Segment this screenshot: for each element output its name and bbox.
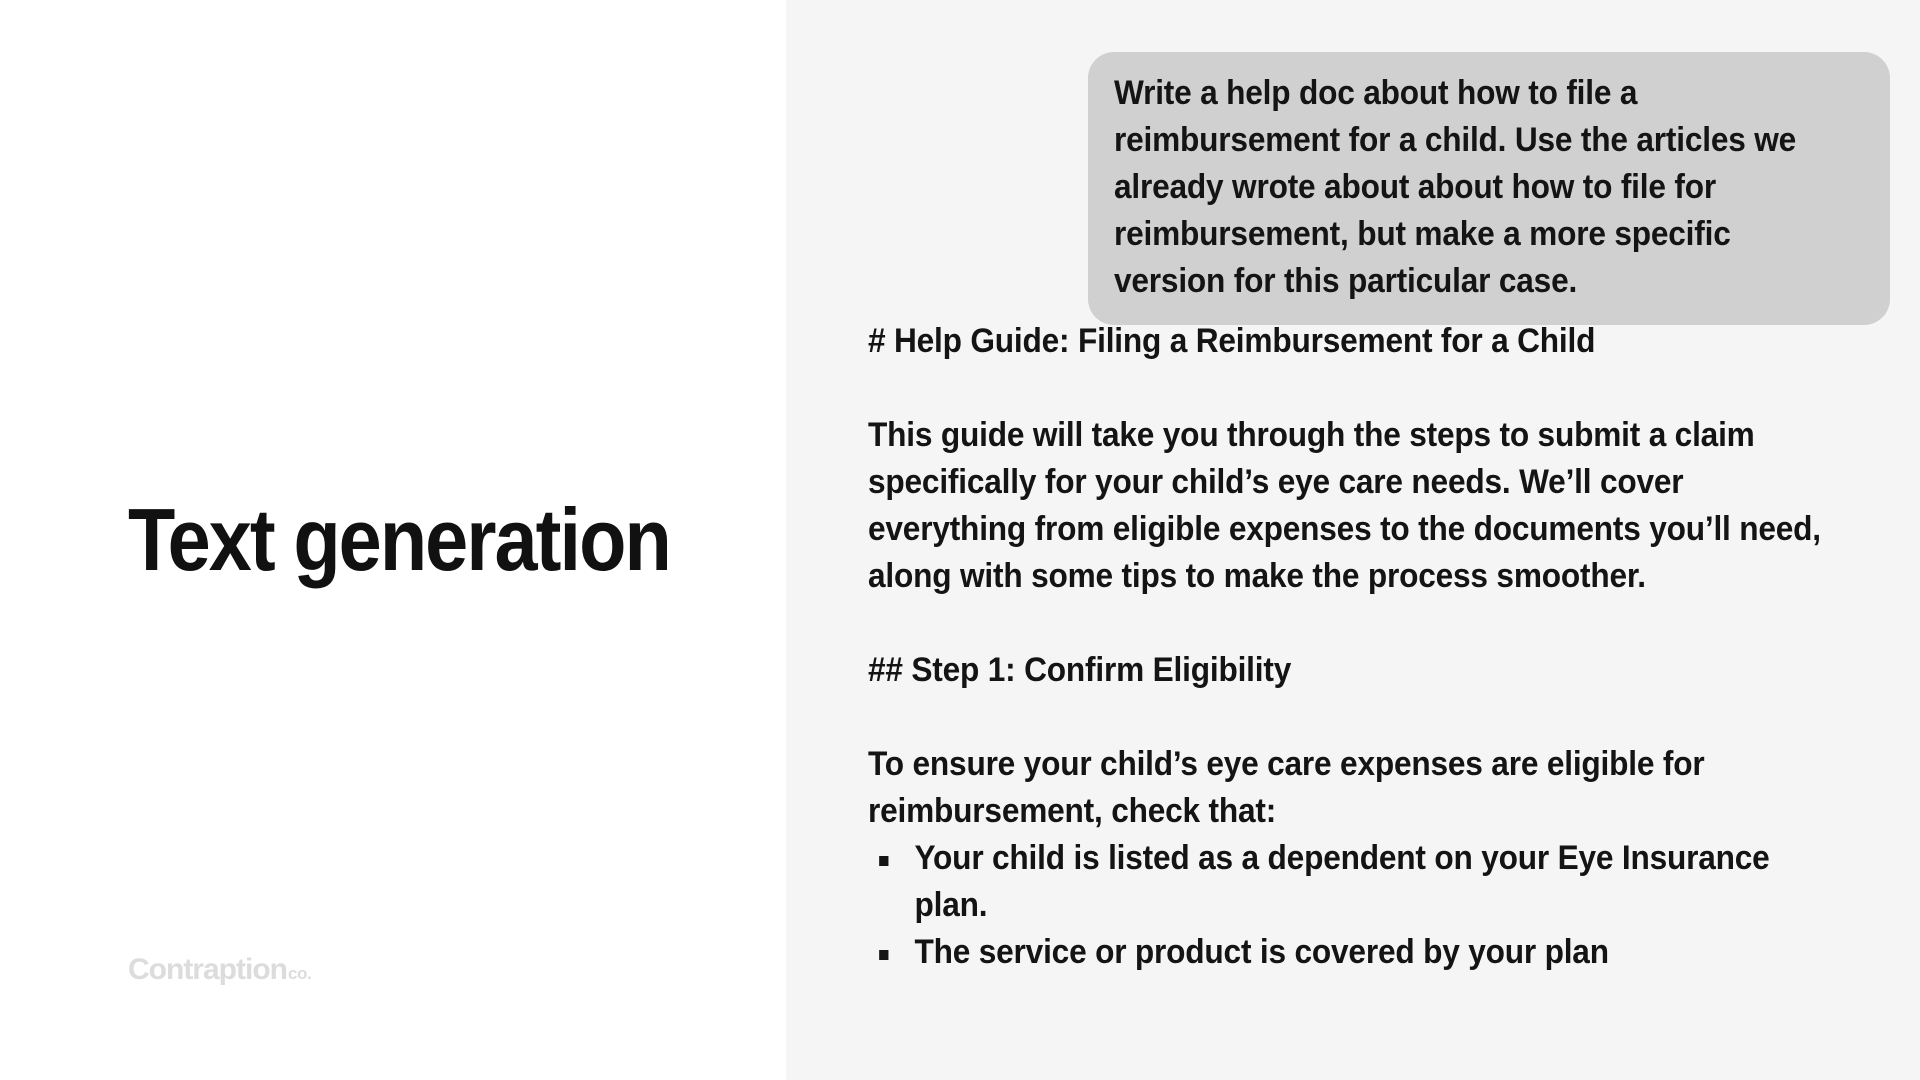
square-bullet-icon xyxy=(879,950,888,960)
response-intro-paragraph: This guide will take you through the steps to submit a claim specifically for your child’s eye care needs. We’ll cover everything from eligible expenses to the documents you’ll need, along with some tips to make the process smoother. xyxy=(868,416,1830,595)
brand-name: Contraption xyxy=(128,953,287,986)
conversation-panel xyxy=(786,0,1920,1080)
left-panel xyxy=(0,0,786,1080)
square-bullet-icon xyxy=(879,856,888,866)
list-item-label: Your child is listed as a dependent on your Eye Insurance plan. xyxy=(914,839,1770,924)
assistant-message xyxy=(868,318,1900,976)
user-message-row xyxy=(1088,52,1890,325)
spacer xyxy=(868,600,1900,647)
list-item xyxy=(868,929,1828,976)
user-message-bubble xyxy=(1088,52,1890,325)
brand-logo xyxy=(128,955,311,985)
spacer xyxy=(868,365,1900,412)
list-item xyxy=(868,835,1828,929)
response-step-intro: To ensure your child’s eye care expenses are eligible for reimbursement, check that: xyxy=(868,745,1714,830)
brand-suffix: co. xyxy=(287,964,312,983)
list-item-label: The service or product is covered by your plan xyxy=(914,933,1609,971)
eligibility-checklist xyxy=(868,835,1828,976)
page-title: Text generation xyxy=(128,490,670,589)
response-step-heading: ## Step 1: Confirm Eligibility xyxy=(868,651,1292,689)
response-heading: # Help Guide: Filing a Reimbursement for a Child xyxy=(868,322,1596,360)
spacer xyxy=(868,694,1900,741)
user-message-text: Write a help doc about how to file a reimbursement for a child. Use the articles we already wrote about about how to file for reimbursement, but make a more specific version for this particular case. xyxy=(1114,74,1805,300)
